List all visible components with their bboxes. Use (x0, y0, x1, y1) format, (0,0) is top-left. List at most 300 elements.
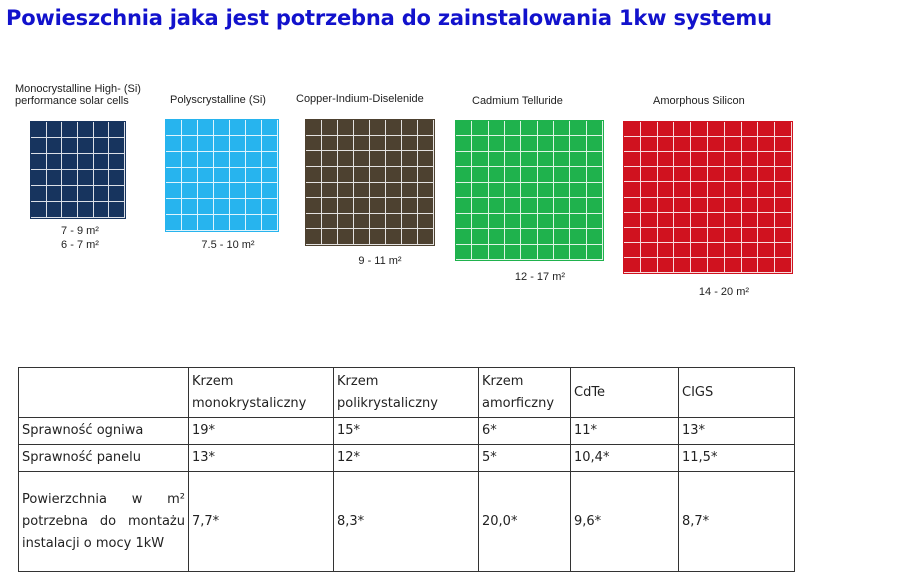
solar-cell (708, 167, 725, 182)
solar-cell (708, 228, 725, 243)
solar-cell (166, 120, 182, 136)
solar-cell (554, 152, 570, 167)
solar-cell (94, 202, 110, 218)
solar-cell (587, 214, 603, 229)
table-cell: 9,6* (571, 472, 679, 572)
solar-cell (109, 154, 125, 170)
solar-cell (624, 167, 641, 182)
solar-cell (742, 182, 759, 197)
solar-cell (570, 229, 586, 244)
solar-cell (182, 136, 198, 152)
solar-cell (554, 229, 570, 244)
solar-cell (456, 183, 472, 198)
solar-cell (742, 198, 759, 213)
solar-cell (624, 122, 641, 137)
solar-cell (386, 136, 402, 152)
solar-cell (182, 152, 198, 168)
solar-cell (725, 167, 742, 182)
table-cell: 10,4* (571, 445, 679, 472)
solar-cell (198, 136, 214, 152)
solar-cell (402, 198, 418, 214)
solar-cell (354, 151, 370, 167)
solar-cell (386, 151, 402, 167)
solar-cell (674, 258, 691, 273)
solar-cell (505, 121, 521, 136)
solar-cell (456, 152, 472, 167)
solar-cell (674, 198, 691, 213)
solar-cell (456, 245, 472, 260)
solar-cell (775, 167, 792, 182)
solar-cell (725, 152, 742, 167)
solar-cell (691, 152, 708, 167)
solar-cell (708, 137, 725, 152)
solar-cell (262, 215, 278, 231)
solar-cell (109, 138, 125, 154)
table-row-label: Sprawność ogniwa (19, 418, 189, 445)
solar-cell (338, 229, 354, 245)
solar-cell (338, 183, 354, 199)
table-cell: 7,7* (189, 472, 334, 572)
panel-label-line: Monocrystalline High- (Si) (15, 83, 141, 95)
solar-cell (742, 152, 759, 167)
solar-cell (198, 120, 214, 136)
solar-cell (198, 215, 214, 231)
solar-cell (505, 245, 521, 260)
panel-label-line: performance solar cells (15, 95, 129, 107)
solar-cell (166, 183, 182, 199)
solar-cell (386, 214, 402, 230)
solar-cell (624, 182, 641, 197)
solar-cell (587, 198, 603, 213)
solar-cell (182, 215, 198, 231)
solar-cell (230, 136, 246, 152)
solar-cell (246, 120, 262, 136)
table-header-row (19, 368, 795, 418)
solar-cell (708, 258, 725, 273)
solar-cell (624, 137, 641, 152)
panel-area-amorphous: 14 - 20 m² (698, 286, 750, 298)
solar-cell (78, 154, 94, 170)
solar-cell (489, 136, 505, 151)
solar-cell (570, 121, 586, 136)
solar-cell (641, 228, 658, 243)
solar-cell (624, 198, 641, 213)
table-cell: 8,7* (679, 472, 795, 572)
table-cell: 13* (189, 445, 334, 472)
solar-cell (521, 214, 537, 229)
solar-cell (725, 213, 742, 228)
solar-cell (658, 228, 675, 243)
table-cell: 11,5* (679, 445, 795, 472)
solar-cell (78, 122, 94, 138)
solar-cell (354, 183, 370, 199)
table-row (19, 445, 795, 472)
solar-cell (775, 122, 792, 137)
solar-cell (62, 154, 78, 170)
solar-cell (587, 229, 603, 244)
solar-cell (322, 120, 338, 136)
solar-cell (725, 228, 742, 243)
solar-cell (658, 258, 675, 273)
table-row-label: Sprawność panelu (19, 445, 189, 472)
solar-cell (775, 182, 792, 197)
panel-area-polycrystalline: 7.5 - 10 m² (201, 239, 255, 251)
solar-cell (418, 183, 434, 199)
solar-cell (658, 213, 675, 228)
solar-cell (674, 152, 691, 167)
table-header-cell: Krzem amorficzny (479, 368, 571, 418)
solar-cell (624, 213, 641, 228)
solar-panel-polycrystalline (165, 119, 279, 232)
solar-cell (230, 183, 246, 199)
table-header-cell (19, 368, 189, 418)
solar-cell (691, 228, 708, 243)
solar-cell (246, 152, 262, 168)
solar-cell (370, 136, 386, 152)
panel-area-line: 6 - 7 m² (61, 239, 99, 251)
solar-cell (489, 229, 505, 244)
solar-panel-cis (305, 119, 435, 246)
solar-cell (62, 122, 78, 138)
solar-cell (505, 229, 521, 244)
solar-cell (624, 228, 641, 243)
solar-cell (94, 122, 110, 138)
solar-cell (182, 199, 198, 215)
solar-cell (370, 198, 386, 214)
solar-cell (31, 202, 47, 218)
solar-cell (182, 168, 198, 184)
solar-cell (62, 138, 78, 154)
solar-cell (214, 168, 230, 184)
solar-cell (554, 167, 570, 182)
solar-cell (489, 183, 505, 198)
panel-label-cdte: Cadmium Telluride (472, 95, 563, 107)
solar-cell (456, 136, 472, 151)
solar-cell (31, 170, 47, 186)
table-row-label: Powierzchnia w m² potrzebna do montażu instalacji o mocy 1kW (19, 472, 189, 572)
table-cell: 19* (189, 418, 334, 445)
solar-cell (641, 258, 658, 273)
solar-cell (775, 258, 792, 273)
solar-cell (472, 198, 488, 213)
solar-cell (521, 198, 537, 213)
solar-cell (370, 183, 386, 199)
solar-cell (472, 229, 488, 244)
solar-cell (674, 243, 691, 258)
solar-cell (674, 167, 691, 182)
solar-cell (370, 167, 386, 183)
solar-cell (624, 258, 641, 273)
panel-label-amorphous: Amorphous Silicon (653, 95, 745, 107)
solar-cell (742, 137, 759, 152)
solar-cell (47, 154, 63, 170)
panel-area-cdte: 12 - 17 m² (514, 271, 566, 283)
solar-cell (246, 183, 262, 199)
solar-cell (354, 167, 370, 183)
solar-cell (708, 122, 725, 137)
solar-cell (505, 214, 521, 229)
solar-cell (587, 183, 603, 198)
solar-cell (691, 122, 708, 137)
solar-cell (742, 167, 759, 182)
solar-cell (322, 136, 338, 152)
solar-cell (570, 136, 586, 151)
solar-cell (554, 121, 570, 136)
solar-cell (456, 121, 472, 136)
solar-cell (472, 183, 488, 198)
solar-cell (538, 183, 554, 198)
solar-cell (708, 182, 725, 197)
table-header-cell: Krzem monokrystaliczny (189, 368, 334, 418)
solar-cell (214, 136, 230, 152)
solar-cell (78, 138, 94, 154)
solar-cell (354, 214, 370, 230)
solar-cell (182, 120, 198, 136)
solar-cell (587, 152, 603, 167)
table-cell: 12* (334, 445, 479, 472)
solar-cell (775, 137, 792, 152)
solar-cell (198, 168, 214, 184)
solar-cell (402, 151, 418, 167)
solar-cell (658, 152, 675, 167)
solar-cell (758, 258, 775, 273)
solar-cell (674, 122, 691, 137)
table-cell: 8,3* (334, 472, 479, 572)
solar-cell (418, 198, 434, 214)
solar-cell (306, 167, 322, 183)
solar-cell (418, 136, 434, 152)
solar-cell (230, 199, 246, 215)
solar-cell (230, 168, 246, 184)
solar-cell (166, 152, 182, 168)
solar-cell (505, 152, 521, 167)
solar-cell (402, 183, 418, 199)
solar-cell (322, 167, 338, 183)
solar-cell (641, 122, 658, 137)
solar-cell (489, 245, 505, 260)
solar-cell (322, 229, 338, 245)
table-cell: 20,0* (479, 472, 571, 572)
solar-cell (166, 168, 182, 184)
solar-cell (456, 198, 472, 213)
solar-cell (725, 182, 742, 197)
solar-cell (570, 167, 586, 182)
solar-cell (691, 167, 708, 182)
comparison-table (18, 367, 795, 572)
solar-cell (691, 258, 708, 273)
solar-cell (674, 137, 691, 152)
solar-cell (554, 214, 570, 229)
solar-cell (691, 137, 708, 152)
table-row (19, 418, 795, 445)
solar-cell (641, 167, 658, 182)
solar-cell (306, 229, 322, 245)
solar-cell (214, 215, 230, 231)
solar-cell (521, 121, 537, 136)
solar-cell (418, 167, 434, 183)
table-row (19, 472, 795, 572)
solar-cell (538, 167, 554, 182)
solar-cell (354, 136, 370, 152)
solar-cell (78, 170, 94, 186)
solar-cell (554, 136, 570, 151)
solar-cell (402, 136, 418, 152)
table-header-cell: CIGS (679, 368, 795, 418)
solar-cell (418, 229, 434, 245)
solar-cell (758, 228, 775, 243)
solar-cell (62, 170, 78, 186)
solar-cell (262, 183, 278, 199)
solar-cell (370, 229, 386, 245)
solar-cell (521, 152, 537, 167)
solar-cell (472, 136, 488, 151)
solar-cell (521, 183, 537, 198)
solar-cell (31, 138, 47, 154)
solar-cell (624, 152, 641, 167)
solar-cell (758, 213, 775, 228)
solar-cell (691, 213, 708, 228)
solar-cell (674, 228, 691, 243)
solar-cell (708, 213, 725, 228)
table-cell: 6* (479, 418, 571, 445)
solar-cell (109, 186, 125, 202)
solar-cell (338, 151, 354, 167)
solar-cell (262, 168, 278, 184)
solar-cell (521, 167, 537, 182)
solar-cell (214, 199, 230, 215)
solar-cell (402, 120, 418, 136)
solar-cell (538, 245, 554, 260)
solar-cell (386, 120, 402, 136)
solar-cell (306, 120, 322, 136)
solar-cell (306, 214, 322, 230)
solar-panel-monocrystalline (30, 121, 126, 219)
solar-cell (708, 198, 725, 213)
solar-cell (587, 167, 603, 182)
solar-cell (554, 198, 570, 213)
solar-cell (306, 136, 322, 152)
solar-cell (521, 229, 537, 244)
solar-cell (306, 151, 322, 167)
solar-cell (306, 183, 322, 199)
table-cell: 15* (334, 418, 479, 445)
solar-cell (674, 213, 691, 228)
solar-cell (587, 136, 603, 151)
solar-cell (166, 199, 182, 215)
solar-cell (658, 198, 675, 213)
solar-cell (230, 152, 246, 168)
solar-cell (641, 182, 658, 197)
solar-cell (570, 183, 586, 198)
solar-cell (94, 170, 110, 186)
solar-cell (472, 152, 488, 167)
solar-cell (31, 154, 47, 170)
solar-cell (472, 167, 488, 182)
solar-cell (182, 183, 198, 199)
solar-cell (214, 120, 230, 136)
solar-cell (262, 152, 278, 168)
solar-cell (521, 245, 537, 260)
solar-cell (658, 122, 675, 137)
solar-cell (658, 167, 675, 182)
solar-cell (230, 120, 246, 136)
solar-cell (674, 182, 691, 197)
solar-cell (505, 183, 521, 198)
solar-cell (554, 183, 570, 198)
table-cell: 11* (571, 418, 679, 445)
solar-cell (198, 199, 214, 215)
solar-cell (505, 198, 521, 213)
solar-cell (214, 152, 230, 168)
solar-cell (418, 214, 434, 230)
solar-cell (338, 167, 354, 183)
solar-cell (775, 228, 792, 243)
solar-cell (489, 167, 505, 182)
solar-cell (708, 243, 725, 258)
solar-cell (775, 198, 792, 213)
solar-cell (725, 122, 742, 137)
solar-cell (725, 137, 742, 152)
solar-cell (641, 152, 658, 167)
solar-cell (198, 152, 214, 168)
solar-cell (472, 121, 488, 136)
solar-cell (641, 213, 658, 228)
solar-cell (246, 136, 262, 152)
solar-cell (386, 167, 402, 183)
solar-cell (456, 229, 472, 244)
solar-cell (31, 186, 47, 202)
solar-cell (354, 120, 370, 136)
solar-cell (402, 229, 418, 245)
solar-cell (94, 186, 110, 202)
solar-cell (402, 167, 418, 183)
solar-cell (570, 245, 586, 260)
solar-cell (354, 229, 370, 245)
panel-label-cis: Copper-Indium-Diselenide (296, 93, 424, 105)
solar-cell (758, 122, 775, 137)
panel-label-monocrystalline (15, 83, 141, 107)
solar-cell (587, 245, 603, 260)
solar-cell (47, 170, 63, 186)
solar-cell (246, 168, 262, 184)
solar-cell (758, 243, 775, 258)
solar-cell (47, 138, 63, 154)
solar-cell (62, 186, 78, 202)
solar-cell (624, 243, 641, 258)
solar-cell (262, 120, 278, 136)
panel-label-polycrystalline: Polyscrystalline (Si) (170, 94, 266, 106)
solar-cell (94, 138, 110, 154)
solar-cell (322, 214, 338, 230)
solar-cell (78, 202, 94, 218)
solar-cell (109, 170, 125, 186)
solar-cell (198, 183, 214, 199)
solar-cell (538, 229, 554, 244)
solar-cell (322, 198, 338, 214)
solar-cell (742, 258, 759, 273)
solar-cell (758, 152, 775, 167)
solar-cell (354, 198, 370, 214)
solar-cell (538, 214, 554, 229)
solar-cell (246, 199, 262, 215)
solar-cell (262, 199, 278, 215)
solar-cell (386, 198, 402, 214)
page-title: Powieszchnia jaka jest potrzebna do zainstalowania 1kw systemu (6, 6, 772, 30)
solar-cell (47, 122, 63, 138)
solar-cell (641, 137, 658, 152)
solar-cell (166, 215, 182, 231)
solar-cell (62, 202, 78, 218)
